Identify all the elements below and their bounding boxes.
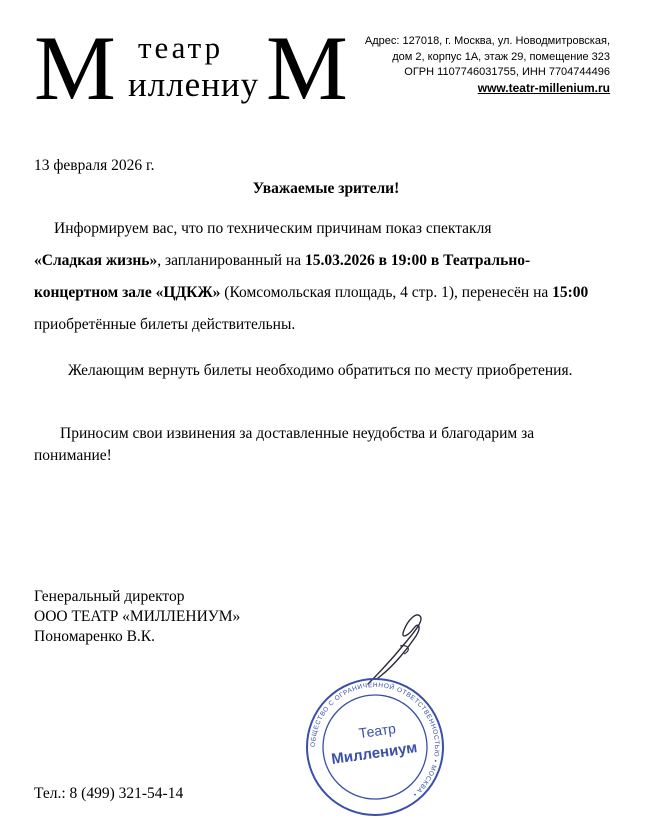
company-stamp	[300, 672, 450, 822]
paragraph-apology	[34, 423, 614, 467]
p2-text: Желающим вернуть билеты необходимо обратиться по месту приобретения.	[68, 362, 573, 379]
p1-text-c: , запланированный на	[157, 252, 305, 269]
signature-block	[34, 587, 240, 647]
new-time: 15:00	[552, 284, 589, 301]
address-line-1: Адрес: 127018, г. Москва, ул. Новодмитровская,	[364, 35, 610, 47]
stamp-line-1: Театр	[357, 720, 397, 742]
letter-greeting: Уважаемые зрители!	[252, 180, 400, 197]
event-datetime-venue: 15.03.2026 в 19:00 в Театрально-концертном зале «ЦДКЖ»	[34, 252, 531, 301]
signatory-name: Пономаренко В.К.	[34, 628, 155, 645]
footer-phone: Тел.: 8 (499) 321-54-14	[34, 785, 184, 802]
paragraph-refund	[34, 360, 614, 382]
stamp-line-2: Миллениум	[330, 739, 419, 768]
logo-letter-right: М	[266, 17, 348, 119]
theatre-logo	[34, 17, 350, 119]
play-title: «Сладкая жизнь»	[34, 252, 158, 269]
letter-date: 13 февраля 2026 г.	[34, 157, 155, 174]
signatory-org: ООО ТЕАТР «МИЛЛЕНИУМ»	[34, 608, 241, 625]
address-line-2: дом 2, корпус 1А, этаж 29, помещение 323	[392, 50, 610, 63]
p1-text-e: (Комсомольская площадь, 4 стр. 1), перенесён на	[220, 284, 553, 301]
p3-text: Приносим свои извинения за доставленные неудобства и благодарим за понимание!	[34, 425, 535, 464]
paragraph-announcement	[34, 213, 614, 341]
stamp-ring-text: ОБЩЕСТВО С ОГРАНИЧЕННОЙ ОТВЕТСТВЕННОСТЬЮ • МОСКВА •	[309, 681, 441, 798]
signatory-title: Генеральный директор	[34, 588, 185, 605]
logo-letter-left: М	[34, 17, 116, 119]
logo-line-theatre: театр	[138, 30, 224, 65]
address-line-3: ОГРН 1107746031755, ИНН 7704744496	[404, 66, 610, 78]
p1-text-g: приобретённые билеты действительны.	[34, 316, 296, 333]
logo-line-millenium: иллениу	[128, 65, 260, 104]
website-link[interactable]: www.teatr-millenium.ru	[477, 80, 610, 95]
p1-text-a: Информируем вас, что по техническим причинам показ спектакля	[54, 220, 492, 237]
letterhead-address	[330, 34, 610, 96]
